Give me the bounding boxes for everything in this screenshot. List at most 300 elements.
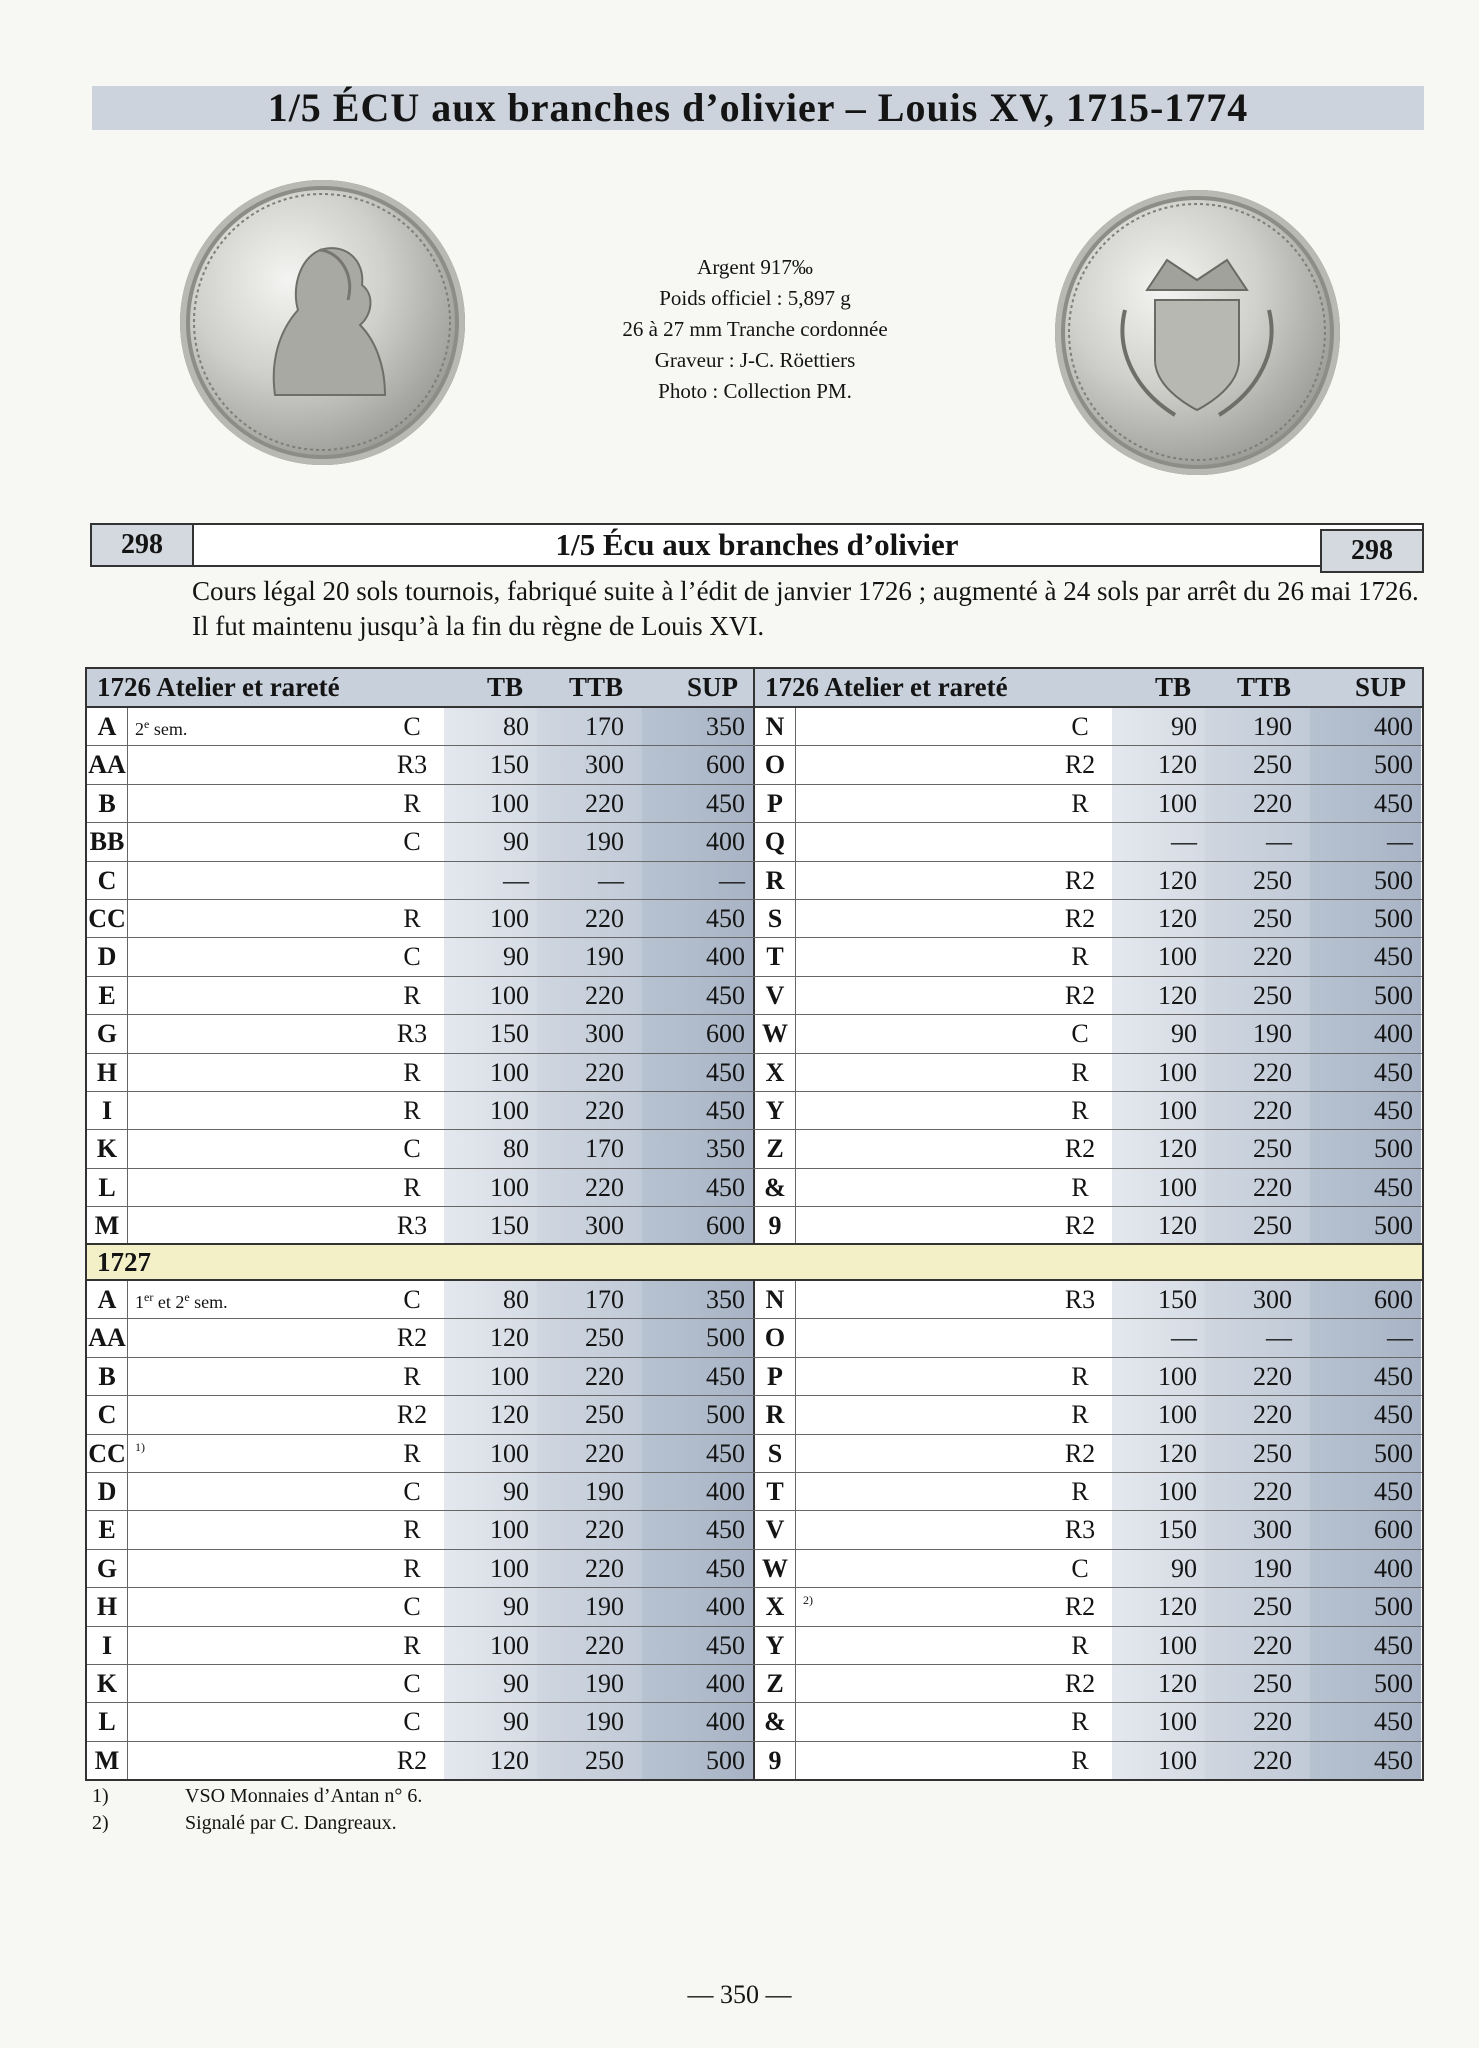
price-sup: 450 <box>1310 1396 1421 1433</box>
header-ttb-left: TTB <box>569 672 624 702</box>
mint-mark: L <box>87 1703 128 1740</box>
price-sup: 450 <box>1310 1703 1421 1740</box>
rarity: R <box>403 1553 421 1583</box>
price-tb: 100 <box>444 1550 537 1587</box>
price-sup: 450 <box>642 977 753 1014</box>
price-tb: 120 <box>1112 746 1205 783</box>
catalog-number-right: 298 <box>1320 529 1424 573</box>
rarity: R <box>403 903 421 933</box>
header-atelier-right: 1726 Atelier et rareté <box>765 672 1008 702</box>
price-ttb: 190 <box>1205 708 1310 745</box>
table-row <box>87 1130 1422 1168</box>
rarity: R <box>403 1515 421 1545</box>
rarity: R <box>403 1361 421 1391</box>
mint-mark: N <box>755 1281 796 1318</box>
footnote-key: 1) <box>92 1785 109 1807</box>
mint-mark: I <box>87 1627 128 1664</box>
price-ttb: 220 <box>1205 1627 1310 1664</box>
price-ttb: 220 <box>1205 1169 1310 1206</box>
table-row <box>753 977 1421 1014</box>
price-ttb: 220 <box>537 1511 642 1548</box>
price-tb: 90 <box>444 1703 537 1740</box>
rarity: R2 <box>396 1323 428 1353</box>
footnote-item <box>92 1783 422 1810</box>
price-sup: 450 <box>642 1358 753 1395</box>
mint-mark: & <box>755 1169 796 1206</box>
footnotes <box>92 1783 422 1837</box>
mint-mark: K <box>87 1665 128 1702</box>
price-tb: 100 <box>444 1358 537 1395</box>
page-number: — 350 — <box>687 1980 792 2009</box>
table-row <box>753 1473 1421 1510</box>
table-row <box>87 938 1422 976</box>
table-row <box>87 938 753 975</box>
price-ttb: 190 <box>1205 1550 1310 1587</box>
rarity: R2 <box>1064 1668 1096 1698</box>
mint-mark: 9 <box>755 1742 796 1779</box>
mint-mark: 9 <box>755 1207 796 1244</box>
price-sup: 500 <box>642 1742 753 1779</box>
rarity: C <box>1071 712 1089 741</box>
mint-mark: G <box>87 1550 128 1587</box>
mint-mark: A <box>87 1281 128 1318</box>
price-tb: 100 <box>1112 1169 1205 1206</box>
catalog-number-left: 298 <box>90 523 194 567</box>
mint-mark: Y <box>755 1627 796 1664</box>
mint-mark: H <box>87 1588 128 1625</box>
table-row <box>87 977 753 1014</box>
price-ttb: 220 <box>537 900 642 937</box>
price-ttb: 220 <box>537 977 642 1014</box>
price-sup: 400 <box>1310 1550 1421 1587</box>
table-row <box>87 1054 753 1091</box>
table-row <box>753 1130 1421 1167</box>
price-tb: 90 <box>444 1665 537 1702</box>
note-text: sem. <box>189 1292 228 1312</box>
table-row <box>87 1015 753 1052</box>
mint-mark: Z <box>755 1665 796 1702</box>
price-sup: 350 <box>642 708 753 745</box>
rarity: C <box>403 1592 421 1622</box>
table-row <box>753 1742 1421 1779</box>
price-ttb: 220 <box>1205 1396 1310 1433</box>
table-row <box>87 1627 753 1664</box>
price-tb: 100 <box>444 1435 537 1472</box>
price-sup: 500 <box>1310 1588 1421 1625</box>
rarity: R3 <box>396 1211 428 1241</box>
table-row <box>753 1665 1421 1702</box>
rarity: R <box>1071 1400 1089 1430</box>
price-tb: 100 <box>444 1054 537 1091</box>
table-row <box>753 708 1421 745</box>
rarity: R3 <box>1064 1285 1096 1314</box>
rarity: C <box>403 1707 421 1737</box>
price-ttb: 250 <box>1205 977 1310 1014</box>
mint-mark: B <box>87 785 128 822</box>
mint-mark: P <box>755 785 796 822</box>
price-tb: 90 <box>444 1588 537 1625</box>
price-sup: 600 <box>642 1015 753 1052</box>
price-sup: 450 <box>642 785 753 822</box>
rarity: R2 <box>1064 1211 1096 1241</box>
price-ttb: 220 <box>1205 1054 1310 1091</box>
table-row <box>87 977 1422 1015</box>
price-sup: 450 <box>1310 1742 1421 1779</box>
table-1726-header <box>87 669 1422 708</box>
table-row <box>87 1511 753 1548</box>
table-row <box>753 1054 1421 1091</box>
mint-mark: T <box>755 1473 796 1510</box>
mint-mark: & <box>755 1703 796 1740</box>
table-row <box>87 1473 1422 1511</box>
footnote-ref: 2) <box>803 1593 813 1608</box>
rarity: C <box>403 1476 421 1506</box>
table-row <box>87 785 1422 823</box>
price-sup: 400 <box>642 823 753 860</box>
header-tb-left: TB <box>487 672 524 702</box>
price-sup: 500 <box>1310 1435 1421 1472</box>
rarity: R <box>403 1095 421 1125</box>
table-row <box>87 1169 753 1206</box>
price-sup: 450 <box>1310 1092 1421 1129</box>
price-tb: 100 <box>444 1627 537 1664</box>
price-sup: 500 <box>1310 1130 1421 1167</box>
mint-mark: X <box>755 1054 796 1091</box>
price-ttb: 250 <box>1205 862 1310 899</box>
mint-mark: AA <box>87 1319 128 1356</box>
spec-diameter: 26 à 27 mm Tranche cordonnée <box>622 317 888 341</box>
price-sup: 500 <box>1310 900 1421 937</box>
price-ttb: 250 <box>537 1396 642 1433</box>
table-row <box>753 1015 1421 1052</box>
price-tb: 100 <box>444 785 537 822</box>
note-number: 1 <box>135 1292 144 1312</box>
table-row <box>87 785 753 822</box>
note-superscript: e <box>184 1290 190 1304</box>
footnote-text: Signalé par C. Dangreaux. <box>185 1812 397 1834</box>
price-ttb: 220 <box>1205 1358 1310 1395</box>
price-ttb: 170 <box>537 1130 642 1167</box>
spec-weight: Poids officiel : 5,897 g <box>659 286 851 310</box>
price-sup: 600 <box>1310 1511 1421 1548</box>
rarity: R <box>403 1172 421 1202</box>
price-sup: 400 <box>642 938 753 975</box>
mint-mark: O <box>755 1319 796 1356</box>
price-tb: 120 <box>1112 977 1205 1014</box>
table-row <box>87 746 1422 784</box>
table-row <box>753 1281 1421 1318</box>
rarity: R <box>1071 1057 1089 1087</box>
price-tb: 100 <box>444 1511 537 1548</box>
price-ttb: 220 <box>1205 1092 1310 1129</box>
price-tb: 120 <box>1112 900 1205 937</box>
mint-mark: S <box>755 900 796 937</box>
price-tb: 120 <box>444 1742 537 1779</box>
price-ttb: 170 <box>537 1281 642 1318</box>
price-tb: 80 <box>444 1281 537 1318</box>
mint-mark: CC <box>87 1435 128 1472</box>
mint-mark: D <box>87 938 128 975</box>
price-tb: 100 <box>1112 1742 1205 1779</box>
price-ttb: 220 <box>537 1054 642 1091</box>
price-sup: 450 <box>642 1550 753 1587</box>
price-tb: 90 <box>1112 1015 1205 1052</box>
price-ttb: 250 <box>1205 1588 1310 1625</box>
mint-mark: W <box>755 1550 796 1587</box>
entry-description: Cours légal 20 sols tournois, fabriqué suite à l’édit de janvier 1726 ; augmenté à 24 sols par arrêt du 26 mai 1726. Il fut maintenu jusqu’à la fin du règne de Louis XVI. <box>192 576 1419 641</box>
mint-mark: B <box>87 1358 128 1395</box>
table-row <box>87 1665 1422 1703</box>
rarity: R2 <box>1064 903 1096 933</box>
price-tb: 120 <box>1112 862 1205 899</box>
price-tb: 100 <box>1112 785 1205 822</box>
table-1727 <box>85 1243 1424 1781</box>
price-tb: 90 <box>444 823 537 860</box>
price-ttb: 220 <box>537 1435 642 1472</box>
table-row <box>87 1319 753 1356</box>
table-row <box>87 708 753 745</box>
catalog-entry-title: 1/5 Écu aux branches d’olivier <box>555 527 959 562</box>
mint-mark: R <box>755 1396 796 1433</box>
table-row <box>753 1396 1421 1433</box>
table-row <box>753 1319 1421 1356</box>
price-tb: 90 <box>1112 1550 1205 1587</box>
mint-mark: G <box>87 1015 128 1052</box>
rarity: R <box>1071 1745 1089 1775</box>
table-row <box>753 938 1421 975</box>
price-ttb: — <box>1205 1319 1310 1356</box>
table-row <box>87 1319 1422 1357</box>
coin-reverse-icon <box>1055 190 1340 475</box>
rarity: R <box>1071 1630 1089 1660</box>
price-tb: 150 <box>444 1015 537 1052</box>
table-row <box>87 1358 753 1395</box>
note-text: sem. <box>149 719 188 739</box>
mint-mark: BB <box>87 823 128 860</box>
rarity: R <box>403 1057 421 1087</box>
note-text: et 2 <box>153 1292 185 1312</box>
price-ttb: 190 <box>537 938 642 975</box>
price-tb: 90 <box>1112 708 1205 745</box>
mint-mark: AA <box>87 746 128 783</box>
rarity: R2 <box>1064 1592 1096 1622</box>
table-row <box>753 1703 1421 1740</box>
price-sup: 450 <box>642 1054 753 1091</box>
price-sup: 600 <box>642 1207 753 1244</box>
note-superscript: e <box>144 717 150 731</box>
mint-mark: E <box>87 1511 128 1548</box>
catalog-entry-header <box>90 523 1424 567</box>
table-1726-body <box>87 708 1422 1244</box>
header-ttb-right: TTB <box>1237 672 1292 702</box>
mint-mark: CC <box>87 900 128 937</box>
price-tb: 100 <box>444 900 537 937</box>
price-sup: 450 <box>1310 938 1421 975</box>
price-ttb: — <box>537 862 642 899</box>
price-tb: 80 <box>444 708 537 745</box>
footnote-key: 2) <box>92 1812 109 1834</box>
price-tb: 90 <box>444 1473 537 1510</box>
header-atelier-left: 1726 Atelier et rareté <box>97 672 340 702</box>
mint-mark: H <box>87 1054 128 1091</box>
mint-mark: M <box>87 1742 128 1779</box>
table-1727-body <box>87 1281 1422 1779</box>
rarity: R2 <box>1064 1438 1096 1468</box>
table-row <box>87 1703 753 1740</box>
spec-photo: Photo : Collection PM. <box>658 379 852 403</box>
price-sup: 500 <box>642 1319 753 1356</box>
table-row <box>87 1473 753 1510</box>
table-row <box>87 900 753 937</box>
price-tb: 100 <box>444 1169 537 1206</box>
mint-mark: W <box>755 1015 796 1052</box>
price-ttb: 250 <box>1205 1435 1310 1472</box>
table-row <box>87 1358 1422 1396</box>
page-title: 1/5 ÉCU aux branches d’olivier – Louis XV, 1715-1774 <box>92 86 1424 130</box>
footnote-ref: 1) <box>135 1439 145 1454</box>
price-tb: 120 <box>444 1396 537 1433</box>
rarity: C <box>403 1668 421 1698</box>
mint-mark: K <box>87 1130 128 1167</box>
price-sup: 500 <box>642 1396 753 1433</box>
rarity: R2 <box>1064 980 1096 1010</box>
price-sup: 400 <box>642 1703 753 1740</box>
table-row <box>87 1588 1422 1626</box>
price-ttb: 250 <box>1205 1207 1310 1244</box>
rarity: R3 <box>1064 1515 1096 1545</box>
price-sup: 450 <box>1310 1627 1421 1664</box>
price-sup: 400 <box>642 1473 753 1510</box>
price-sup: 500 <box>1310 862 1421 899</box>
rarity: C <box>403 1285 421 1314</box>
price-tb: 120 <box>1112 1435 1205 1472</box>
table-row <box>87 1627 1422 1665</box>
price-sup: 400 <box>642 1665 753 1702</box>
table-row <box>87 862 753 899</box>
rarity: R2 <box>1064 865 1096 895</box>
price-sup: 450 <box>1310 1473 1421 1510</box>
price-ttb: 190 <box>537 1703 642 1740</box>
coin-specifications <box>560 252 950 407</box>
mint-mark: C <box>87 862 128 899</box>
footnote-text: VSO Monnaies d’Antan n° 6. <box>185 1785 423 1807</box>
footnote-item <box>92 1810 422 1837</box>
price-tb: 150 <box>444 746 537 783</box>
table-row <box>753 1092 1421 1129</box>
table-row <box>87 823 1422 861</box>
mint-mark: I <box>87 1092 128 1129</box>
coin-reverse-image <box>1055 190 1340 475</box>
mint-note <box>135 1287 228 1312</box>
price-tb: 90 <box>444 938 537 975</box>
price-sup: — <box>1310 823 1421 860</box>
table-row <box>753 862 1421 899</box>
table-row <box>87 1281 753 1318</box>
price-tb: 100 <box>444 1092 537 1129</box>
price-ttb: 190 <box>537 1588 642 1625</box>
mint-mark: X <box>755 1588 796 1625</box>
price-ttb: 220 <box>537 1169 642 1206</box>
mint-mark: Z <box>755 1130 796 1167</box>
table-row <box>753 1511 1421 1548</box>
table-row <box>753 1207 1421 1244</box>
price-sup: 400 <box>1310 708 1421 745</box>
rarity: R <box>1071 1707 1089 1737</box>
price-sup: 450 <box>642 1092 753 1129</box>
mint-mark: L <box>87 1169 128 1206</box>
price-ttb: — <box>1205 823 1310 860</box>
rarity: C <box>403 827 421 857</box>
price-ttb: 250 <box>1205 1130 1310 1167</box>
price-ttb: 300 <box>537 1015 642 1052</box>
price-tb: 150 <box>444 1207 537 1244</box>
price-tb: — <box>1112 1319 1205 1356</box>
mint-note <box>135 714 187 739</box>
table-row <box>87 1703 1422 1741</box>
price-ttb: 190 <box>1205 1015 1310 1052</box>
price-ttb: 170 <box>537 708 642 745</box>
price-ttb: 300 <box>1205 1511 1310 1548</box>
price-ttb: 300 <box>537 1207 642 1244</box>
price-tb: 100 <box>1112 1396 1205 1433</box>
table-row <box>87 1550 1422 1588</box>
spec-engraver: Graveur : J-C. Röettiers <box>654 348 856 372</box>
rarity: R <box>1071 1172 1089 1202</box>
price-ttb: 190 <box>537 1665 642 1702</box>
table-row <box>87 1742 1422 1779</box>
price-tb: 120 <box>1112 1665 1205 1702</box>
mint-mark: C <box>87 1396 128 1433</box>
table-row <box>87 1588 753 1625</box>
price-tb: 120 <box>1112 1588 1205 1625</box>
price-sup: — <box>1310 1319 1421 1356</box>
mint-mark: R <box>755 862 796 899</box>
price-ttb: 190 <box>537 823 642 860</box>
price-tb: 100 <box>444 977 537 1014</box>
price-sup: 500 <box>1310 977 1421 1014</box>
price-ttb: 220 <box>1205 1473 1310 1510</box>
table-row <box>87 1169 1422 1207</box>
mint-mark: M <box>87 1207 128 1244</box>
rarity: R2 <box>1064 750 1096 780</box>
price-sup: — <box>642 862 753 899</box>
mint-mark: S <box>755 1435 796 1472</box>
price-sup: 450 <box>642 1435 753 1472</box>
table-row <box>87 1396 1422 1434</box>
table-row <box>87 823 753 860</box>
table-row <box>87 900 1422 938</box>
price-sup: 450 <box>642 1511 753 1548</box>
table-row <box>87 1550 753 1587</box>
table-row <box>87 1092 753 1129</box>
header-sup-left: SUP <box>687 672 739 702</box>
table-row <box>87 1207 1422 1244</box>
table-row <box>753 1627 1421 1664</box>
price-ttb: 250 <box>1205 900 1310 937</box>
table-row <box>87 1435 1422 1473</box>
price-ttb: 250 <box>1205 1665 1310 1702</box>
rarity: R2 <box>396 1400 428 1430</box>
price-tb: — <box>444 862 537 899</box>
price-ttb: 220 <box>1205 938 1310 975</box>
table-row <box>87 1511 1422 1549</box>
price-sup: 400 <box>642 1588 753 1625</box>
price-sup: 450 <box>642 1169 753 1206</box>
price-tb: 100 <box>1112 938 1205 975</box>
price-ttb: 250 <box>537 1319 642 1356</box>
price-tb: 120 <box>1112 1207 1205 1244</box>
price-ttb: 250 <box>1205 746 1310 783</box>
